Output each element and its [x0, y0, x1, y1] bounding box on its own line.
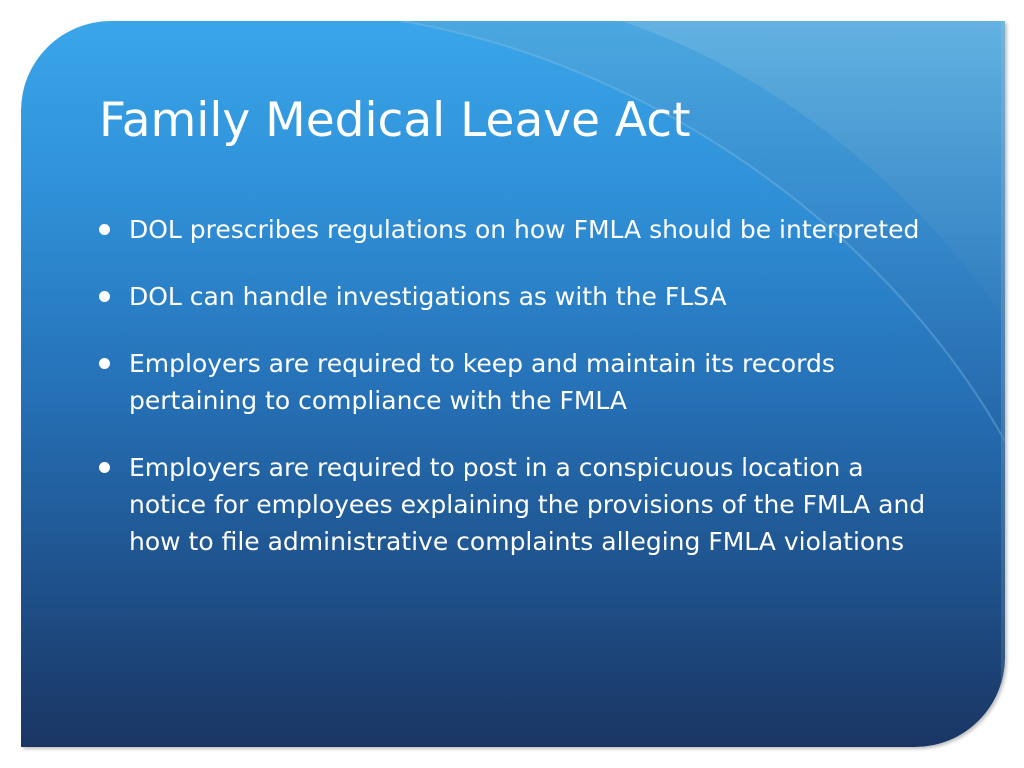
bullet-text: DOL can handle investigations as with the FLSA	[129, 282, 727, 311]
bullet-icon	[99, 291, 110, 302]
slide	[21, 21, 1005, 747]
bullet-item	[99, 449, 939, 560]
bullet-text: DOL prescribes regulations on how FMLA should be interpreted	[129, 215, 920, 244]
bullet-item	[99, 278, 939, 315]
bullet-item	[99, 211, 939, 248]
bullet-item	[99, 345, 939, 419]
bullet-text: Employers are required to post in a conspicuous location a notice for employees explaining the provisions of the FMLA and how to file administrative complaints alleging FMLA violations	[129, 453, 926, 556]
slide-title: Family Medical Leave Act	[99, 93, 691, 148]
slide-edge	[1001, 21, 1005, 747]
bullet-list	[99, 211, 939, 590]
bullet-icon	[99, 224, 110, 235]
bullet-text: Employers are required to keep and maintain its records pertaining to compliance with the FMLA	[129, 349, 835, 415]
bullet-icon	[99, 358, 110, 369]
bullet-icon	[99, 462, 110, 473]
